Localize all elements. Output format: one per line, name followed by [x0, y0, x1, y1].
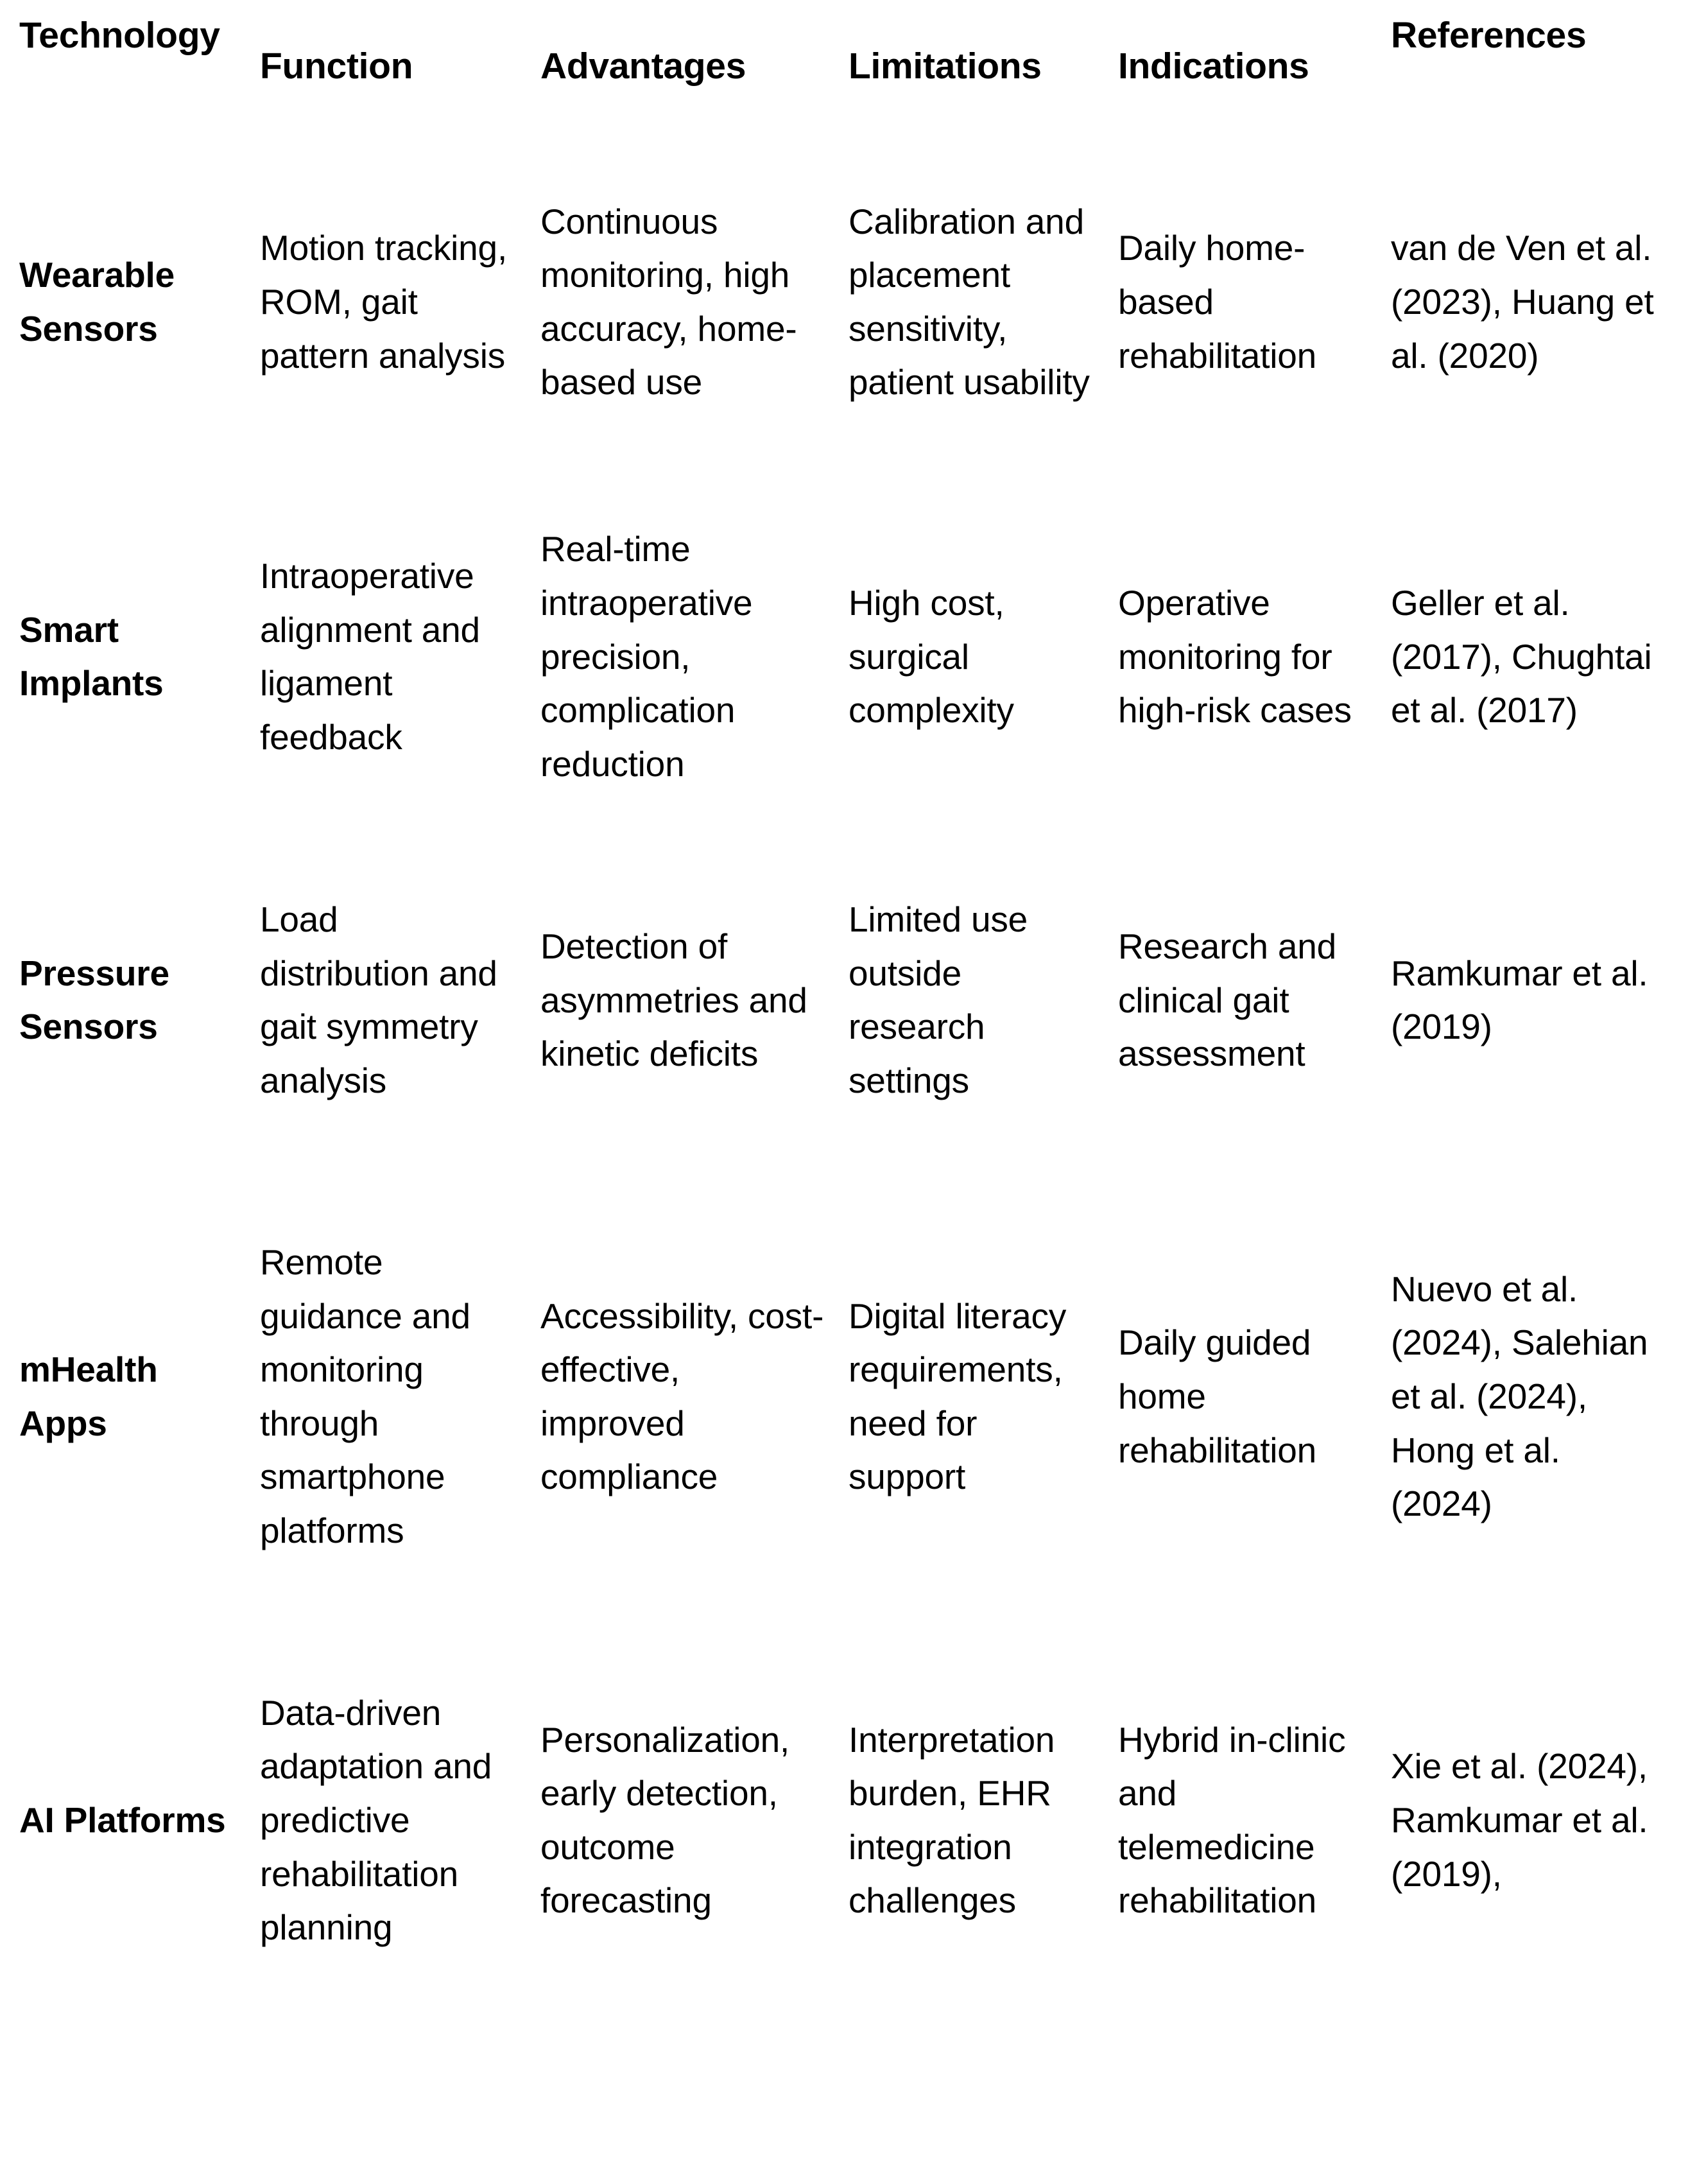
table-row [19, 492, 1688, 822]
cell-references: Geller et al. (2017), Chughtai et al. (2017) [1391, 582, 1652, 731]
cell-technology: Pressure Sensors [19, 953, 169, 1047]
cell-technology: Smart Implants [19, 609, 164, 704]
cell-references: Nuevo et al. (2024), Salehian et al. (2024), Hong et al. (2024) [1391, 1269, 1648, 1524]
cell-function: Motion tracking, ROM, gait pattern analysis [260, 228, 508, 376]
technology-comparison-table [19, 15, 1688, 2026]
cell-advantages: Real-time intraoperative precision, complication reduction [540, 529, 753, 784]
table-row [19, 1615, 1688, 2026]
cell-function: Data-driven adaptation and predictive rehabilitation planning [260, 1692, 492, 1948]
column-header-indications: Indications [1118, 46, 1309, 87]
cell-indications: Operative monitoring for high-risk cases [1118, 582, 1352, 731]
cell-advantages: Continuous monitoring, high accuracy, home-based use [540, 201, 797, 403]
column-header-advantages: Advantages [540, 46, 746, 87]
cell-indications: Hybrid in-clinic and telemedicine rehabilitation [1118, 1719, 1346, 1921]
table-page [0, 15, 1706, 2184]
cell-indications: Research and clinical gait assessment [1118, 926, 1337, 1074]
cell-limitations: Interpretation burden, EHR integration challenges [849, 1719, 1055, 1921]
cell-advantages: Detection of asymmetries and kinetic deficits [540, 926, 807, 1074]
table-row [19, 822, 1688, 1179]
table-body [19, 113, 1688, 2026]
column-header-technology: Technology [19, 15, 220, 56]
cell-references: Ramkumar et al. (2019) [1391, 953, 1648, 1047]
column-header-references: References [1391, 15, 1587, 56]
cell-function: Remote guidance and monitoring through smartphone platforms [260, 1242, 470, 1551]
cell-function: Intraoperative alignment and ligament feedback [260, 556, 480, 757]
cell-advantages: Accessibility, cost-effective, improved compliance [540, 1296, 824, 1497]
column-header-limitations: Limitations [849, 46, 1042, 87]
table-header-row [19, 15, 1688, 113]
cell-limitations: Limited use outside research settings [849, 899, 1028, 1100]
cell-references: Xie et al. (2024), Ramkumar et al. (2019), [1391, 1746, 1648, 1894]
table-header [19, 15, 1688, 113]
table-row [19, 1179, 1688, 1615]
cell-indications: Daily home-based rehabilitation [1118, 228, 1317, 376]
column-header-function: Function [260, 46, 413, 87]
cell-advantages: Personalization, early detection, outcome forecasting [540, 1719, 790, 1921]
cell-technology: Wearable Sensors [19, 255, 175, 349]
cell-technology: mHealth Apps [19, 1349, 158, 1443]
cell-limitations: Calibration and placement sensitivity, patient usability [849, 201, 1090, 403]
cell-function: Load distribution and gait symmetry analysis [260, 899, 497, 1100]
cell-limitations: High cost, surgical complexity [849, 582, 1014, 731]
cell-indications: Daily guided home rehabilitation [1118, 1322, 1317, 1470]
table-row [19, 113, 1688, 492]
cell-references: van de Ven et al. (2023), Huang et al. (2020) [1391, 228, 1654, 376]
cell-limitations: Digital literacy requirements, need for support [849, 1296, 1067, 1497]
cell-technology: AI Platforms [19, 1800, 226, 1841]
